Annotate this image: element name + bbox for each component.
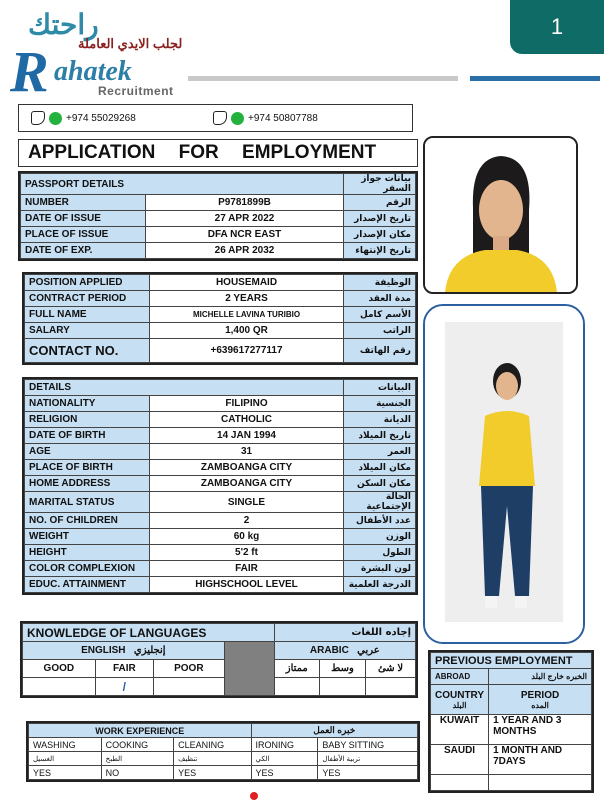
employment-row [431, 745, 592, 775]
table-row [25, 339, 416, 363]
abroad-label: ABROAD [431, 669, 489, 685]
passport-section [18, 171, 418, 261]
skill-en: COOKING [101, 738, 173, 752]
skill-ar: الغسيل [29, 752, 102, 766]
arabic-fair-cell [319, 678, 365, 696]
skill-ar: الكي [251, 752, 318, 766]
table-row [25, 577, 416, 593]
field-value: HIGHSCHOOL LEVEL [150, 577, 344, 593]
skill-ar: الطبخ [101, 752, 173, 766]
field-ar: الوزن [344, 529, 416, 545]
field-value: 1,400 QR [150, 323, 344, 339]
page-title: APPLICATION FOR EMPLOYMENT [18, 139, 418, 167]
logo-arabic-sub: لجلب الايدي العاملة [78, 36, 183, 51]
arabic-poor-cell [366, 678, 416, 696]
field-label: WEIGHT [25, 529, 150, 545]
field-label: COLOR COMPLEXION [25, 561, 150, 577]
arabic-label-ar: عربي [357, 645, 380, 656]
level-good: GOOD [23, 660, 96, 678]
skill-en: CLEANING [174, 738, 251, 752]
whatsapp-icon [49, 112, 62, 125]
skill-ar: تنظيف [174, 752, 251, 766]
details-header-ar: البيانات [344, 380, 416, 396]
level-good-ar: ممتاز [274, 660, 319, 678]
field-label: AGE [25, 444, 150, 460]
field-label: PLACE OF BIRTH [25, 460, 150, 476]
passport-header: PASSPORT DETAILS [21, 174, 344, 195]
field-value: +639617277117 [150, 339, 344, 363]
country-label: COUNTRY [435, 689, 485, 701]
field-ar: الرقم [344, 195, 416, 211]
field-label: CONTRACT PERIOD [25, 291, 150, 307]
logo-sub: Recruitment [98, 84, 174, 98]
table-row [25, 513, 416, 529]
field-ar: رقم الهاتف [344, 339, 416, 363]
skill-en: WASHING [29, 738, 102, 752]
position-section [22, 272, 418, 365]
logo-name: ahatek [54, 56, 132, 87]
arabic-label: ARABIC [309, 645, 349, 656]
field-ar: العمر [344, 444, 416, 460]
field-label: DATE OF EXP. [21, 243, 146, 259]
field-label: HEIGHT [25, 545, 150, 561]
field-value: FAIR [150, 561, 344, 577]
field-label: CONTACT NO. [25, 339, 150, 363]
english-label-ar: إنجليزي [133, 645, 166, 656]
field-value: 2 YEARS [150, 291, 344, 307]
field-value: 5'2 ft [150, 545, 344, 561]
marker-dot [250, 792, 258, 800]
field-label: NATIONALITY [25, 396, 150, 412]
field-label: PLACE OF ISSUE [21, 227, 146, 243]
field-ar: لون البشرة [344, 561, 416, 577]
field-value: MICHELLE LAVINA TURIBIO [150, 307, 344, 323]
employment-country: SAUDI [431, 745, 489, 775]
level-fair: FAIR [95, 660, 153, 678]
table-row [25, 396, 416, 412]
work-header: WORK EXPERIENCE [29, 724, 252, 738]
field-value: SINGLE [150, 492, 344, 513]
language-divider [224, 642, 274, 696]
field-ar: الدرجة العلمية [344, 577, 416, 593]
work-experience-section [26, 721, 420, 782]
period-label-ar: المده [531, 700, 549, 710]
field-label: EDUC. ATTAINMENT [25, 577, 150, 593]
field-value: HOUSEMAID [150, 275, 344, 291]
contact-bar [18, 104, 413, 132]
english-poor-cell [154, 678, 225, 696]
level-poor-ar: لا شئ [366, 660, 416, 678]
passport-header-ar: بيانات جواز السفر [344, 174, 416, 195]
header-divider [188, 76, 458, 81]
skill-v: YES [318, 766, 418, 780]
field-value: CATHOLIC [150, 412, 344, 428]
table-row [25, 545, 416, 561]
table-row [21, 211, 416, 227]
field-ar: الراتب [344, 323, 416, 339]
field-ar: مدة العقد [344, 291, 416, 307]
field-label: POSITION APPLIED [25, 275, 150, 291]
field-value: 2 [150, 513, 344, 529]
table-row [21, 195, 416, 211]
field-value: ZAMBOANGA CITY [150, 460, 344, 476]
header-divider-accent [470, 76, 600, 81]
field-ar: الوظيفة [344, 275, 416, 291]
employment-period: 1 MONTH AND 7DAYS [489, 745, 592, 775]
phone-icon [31, 111, 45, 125]
country-label-ar: البلد [452, 700, 467, 710]
work-header-ar: خبره العمل [251, 724, 418, 738]
table-row [25, 412, 416, 428]
logo-mark: R [10, 39, 49, 104]
table-row [25, 529, 416, 545]
field-ar: مكان الميلاد [344, 460, 416, 476]
field-ar: مكان السكن [344, 476, 416, 492]
field-ar: تاريخ الإصدار [344, 211, 416, 227]
english-label: ENGLISH [81, 645, 126, 656]
languages-header-ar: إجاده اللغات [274, 624, 415, 642]
field-label: NO. OF CHILDREN [25, 513, 150, 529]
field-label: DATE OF BIRTH [25, 428, 150, 444]
abroad-label-ar: الخبره خارج البلد [489, 669, 592, 685]
table-row [25, 476, 416, 492]
field-label: NUMBER [21, 195, 146, 211]
table-row [21, 227, 416, 243]
employment-row [431, 715, 592, 745]
field-ar: الأسم كامل [344, 307, 416, 323]
field-value: FILIPINO [150, 396, 344, 412]
employment-country: KUWAIT [431, 715, 489, 745]
languages-section [20, 621, 418, 698]
phone-2[interactable] [213, 111, 383, 125]
arabic-good-cell [274, 678, 319, 696]
field-value: P9781899B [146, 195, 344, 211]
table-row [25, 444, 416, 460]
field-ar: تاريخ الإنتهاء [344, 243, 416, 259]
table-row [25, 291, 416, 307]
field-ar: الطول [344, 545, 416, 561]
table-row [25, 323, 416, 339]
level-fair-ar: وسط [319, 660, 365, 678]
applicant-headshot [423, 136, 578, 294]
english-good-cell [23, 678, 96, 696]
field-value: ZAMBOANGA CITY [150, 476, 344, 492]
table-row [25, 307, 416, 323]
field-value: 14 JAN 1994 [150, 428, 344, 444]
page-number-badge: 1 [510, 0, 604, 54]
skill-ar: تربية الأطفال [318, 752, 418, 766]
languages-header: KNOWLEDGE OF LANGUAGES [23, 624, 275, 642]
field-label: SALARY [25, 323, 150, 339]
period-label: PERIOD [520, 689, 560, 701]
level-poor: POOR [154, 660, 225, 678]
field-ar: تاريخ الميلاد [344, 428, 416, 444]
skill-v: NO [101, 766, 173, 780]
table-row [25, 561, 416, 577]
field-ar: مكان الإصدار [344, 227, 416, 243]
field-label: HOME ADDRESS [25, 476, 150, 492]
phone-number: +974 50807788 [248, 112, 318, 124]
table-row [25, 428, 416, 444]
field-ar: عدد الأطفال [344, 513, 416, 529]
details-header: DETAILS [25, 380, 344, 396]
previous-employment-section [428, 650, 594, 793]
table-row [25, 460, 416, 476]
whatsapp-icon [231, 112, 244, 125]
field-label: FULL NAME [25, 307, 150, 323]
skill-en: BABY SITTING [318, 738, 418, 752]
phone-1[interactable] [31, 111, 201, 125]
phone-icon [213, 111, 227, 125]
field-label: MARITAL STATUS [25, 492, 150, 513]
skill-en: IRONING [251, 738, 318, 752]
field-value: DFA NCR EAST [146, 227, 344, 243]
field-label: DATE OF ISSUE [21, 211, 146, 227]
skill-v: YES [174, 766, 251, 780]
previous-header: PREVIOUS EMPLOYMENT [431, 653, 592, 669]
field-ar: الحالة الإجتماعية [344, 492, 416, 513]
field-value: 31 [150, 444, 344, 460]
employment-period: 1 YEAR AND 3 MONTHS [489, 715, 592, 745]
applicant-full-photo [423, 304, 585, 644]
skill-v: YES [29, 766, 102, 780]
table-row [21, 243, 416, 259]
field-label: RELIGION [25, 412, 150, 428]
logo-arabic: راحتك [28, 8, 99, 41]
field-value: 26 APR 2032 [146, 243, 344, 259]
field-value: 27 APR 2022 [146, 211, 344, 227]
english-fair-mark: / [95, 678, 153, 696]
phone-number: +974 55029268 [66, 112, 136, 124]
field-value: 60 kg [150, 529, 344, 545]
field-ar: الديانة [344, 412, 416, 428]
table-row [25, 492, 416, 513]
details-section [22, 377, 418, 595]
field-ar: الجنسية [344, 396, 416, 412]
table-row [25, 275, 416, 291]
skill-v: YES [251, 766, 318, 780]
